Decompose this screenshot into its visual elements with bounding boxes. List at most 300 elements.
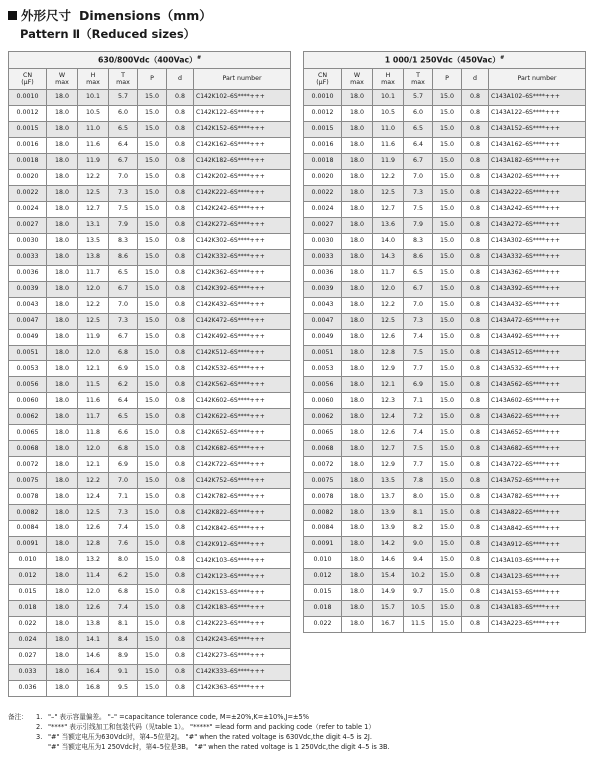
table-cell: 0.8 (167, 90, 194, 106)
table-cell: 18.0 (342, 569, 373, 585)
part-number-cell: C142K432–6S****+++ (194, 297, 291, 313)
table-cell: 18.0 (47, 201, 78, 217)
table-cell: 12.8 (373, 345, 404, 361)
column-header-label: T (121, 71, 125, 79)
table-cell: 0.8 (462, 441, 489, 457)
table-cell: 12.0 (373, 281, 404, 297)
table-cell: 0.8 (167, 185, 194, 201)
table-row (9, 489, 291, 505)
table-cell: 15.0 (433, 537, 462, 553)
part-number-cell: C142K392–6S****+++ (194, 281, 291, 297)
table-cell: 5.7 (109, 90, 138, 106)
table-cell: 0.8 (167, 601, 194, 617)
table-cell: 12.2 (78, 473, 109, 489)
table-row (304, 329, 586, 345)
column-header (489, 69, 586, 90)
table-cell: 0.8 (462, 457, 489, 473)
part-number-cell: C142K722–6S****+++ (194, 457, 291, 473)
spec-table-1000v (303, 51, 586, 633)
table-row (304, 601, 586, 617)
table-cell: 13.6 (373, 217, 404, 233)
table-cell: 0.8 (167, 249, 194, 265)
table-cell: 0.0075 (304, 473, 342, 489)
table-cell: 18.0 (47, 137, 78, 153)
table-cell: 15.0 (433, 90, 462, 106)
table-row (9, 553, 291, 569)
table-cell: 6.9 (404, 377, 433, 393)
table-cell: 0.8 (167, 105, 194, 121)
table-cell: 15.0 (433, 217, 462, 233)
table-cell: 11.6 (78, 137, 109, 153)
table-cell: 8.1 (109, 616, 138, 632)
table-cell: 9.1 (109, 664, 138, 680)
table-cell: 13.5 (373, 473, 404, 489)
table-cell: 8.6 (404, 249, 433, 265)
table-cell: 6.6 (109, 425, 138, 441)
table-cell: 15.0 (433, 329, 462, 345)
column-header (462, 69, 489, 90)
table-cell: 0.8 (462, 105, 489, 121)
table-cell: 7.9 (404, 217, 433, 233)
table-cell: 15.0 (138, 313, 167, 329)
table-cell: 0.0018 (9, 153, 47, 169)
table-cell: 0.0078 (9, 489, 47, 505)
part-number-cell: C143A492–6S****+++ (489, 329, 586, 345)
table-cell: 6.5 (109, 409, 138, 425)
table-cell: 8.3 (404, 233, 433, 249)
table-row (304, 361, 586, 377)
table-cell: 18.0 (342, 185, 373, 201)
part-number-cell: C142K492–6S****+++ (194, 329, 291, 345)
table-cell: 7.7 (404, 457, 433, 473)
table-cell: 0.022 (9, 616, 47, 632)
table-row (9, 505, 291, 521)
part-number-cell: C143A822–6S****+++ (489, 505, 586, 521)
table-cell: 16.4 (78, 664, 109, 680)
table-row (304, 616, 586, 632)
part-number-cell: C143A362–6S****+++ (489, 265, 586, 281)
table-cell: 0.8 (462, 425, 489, 441)
table-cell: 7.7 (404, 361, 433, 377)
part-number-cell: C142K622–6S****+++ (194, 409, 291, 425)
table-row (304, 249, 586, 265)
column-header (194, 69, 291, 90)
table-cell: 0.036 (9, 680, 47, 696)
table-cell: 15.0 (138, 281, 167, 297)
table-cell: 15.0 (138, 680, 167, 696)
table-row (9, 425, 291, 441)
table-cell: 0.0018 (304, 153, 342, 169)
part-number-cell: C143A222–6S****+++ (489, 185, 586, 201)
table-cell: 0.8 (167, 473, 194, 489)
table-row (304, 569, 586, 585)
table-cell: 18.0 (342, 409, 373, 425)
part-number-cell: C142K602–6S****+++ (194, 393, 291, 409)
table-cell: 7.4 (109, 521, 138, 537)
table-cell: 8.9 (109, 648, 138, 664)
square-bullet-icon (8, 11, 17, 20)
part-number-cell: C142K222–6S****+++ (194, 185, 291, 201)
table-cell: 0.8 (167, 632, 194, 648)
table-cell: 18.0 (342, 457, 373, 473)
table-cell: 0.0010 (304, 90, 342, 106)
part-number-cell: C143A242–6S****+++ (489, 201, 586, 217)
table-cell: 0.012 (9, 569, 47, 585)
table-cell: 6.2 (109, 377, 138, 393)
table-row (9, 90, 291, 106)
part-number-cell: C143A332–6S****+++ (489, 249, 586, 265)
part-number-cell: C143A183–6S****+++ (489, 601, 586, 617)
table-row (9, 616, 291, 632)
table-cell: 7.0 (404, 169, 433, 185)
table-cell: 18.0 (47, 425, 78, 441)
table-cell: 15.0 (138, 648, 167, 664)
table-cell: 15.0 (433, 169, 462, 185)
notes-block (8, 712, 390, 752)
column-header-label: W (353, 71, 361, 79)
table-cell: 12.4 (78, 489, 109, 505)
table-cell: 7.9 (109, 217, 138, 233)
column-header-label: Part number (517, 75, 557, 83)
table-cell: 18.0 (47, 409, 78, 425)
table-row (304, 537, 586, 553)
table-cell: 10.1 (373, 90, 404, 106)
note-text: "–" 表示容量偏差。 "–" =capacitance tolerance code, M=±20%,K=±10%,J=±5% (48, 713, 310, 721)
table-cell: 7.3 (404, 185, 433, 201)
table-cell: 0.022 (304, 616, 342, 632)
table-cell: 15.0 (433, 137, 462, 153)
table-cell: 0.0056 (304, 377, 342, 393)
table-cell: 0.0065 (9, 425, 47, 441)
part-number-cell: C142K183–6S****+++ (194, 601, 291, 617)
part-number-cell: C142K512–6S****+++ (194, 345, 291, 361)
column-header-unit: max (55, 79, 69, 86)
table-cell: 0.8 (167, 265, 194, 281)
table-cell: 13.1 (78, 217, 109, 233)
table-row (9, 185, 291, 201)
table-cell: 0.015 (9, 585, 47, 601)
table-cell: 0.8 (462, 281, 489, 297)
table-cell: 18.0 (47, 233, 78, 249)
table-cell: 0.8 (462, 153, 489, 169)
table-cell: 0.0020 (304, 169, 342, 185)
table-row (304, 313, 586, 329)
part-number-cell: C143A223–6S****+++ (489, 616, 586, 632)
table-cell: 18.0 (342, 297, 373, 313)
table-cell: 15.0 (138, 457, 167, 473)
table-cell: 18.0 (47, 632, 78, 648)
table-cell: 15.0 (138, 473, 167, 489)
part-number-cell: C143A392–6S****+++ (489, 281, 586, 297)
table-row (9, 377, 291, 393)
table-cell: 10.1 (78, 90, 109, 106)
table-cell: 0.0012 (304, 105, 342, 121)
column-header-unit: max (86, 79, 100, 86)
table-row (304, 217, 586, 233)
table-cell: 18.0 (47, 313, 78, 329)
table-cell: 18.0 (342, 601, 373, 617)
table-cell: 18.0 (47, 105, 78, 121)
table-row (304, 121, 586, 137)
table-cell: 18.0 (342, 153, 373, 169)
table-row (9, 393, 291, 409)
table-cell: 11.4 (78, 569, 109, 585)
table-cell: 6.2 (109, 569, 138, 585)
table-row (304, 505, 586, 521)
table-row (304, 377, 586, 393)
table-cell: 18.0 (342, 441, 373, 457)
table-cell: 0.0084 (304, 521, 342, 537)
table-cell: 0.8 (462, 489, 489, 505)
part-number-cell: C143A302–6S****+++ (489, 233, 586, 249)
table-cell: 15.0 (138, 105, 167, 121)
table-cell: 0.8 (462, 345, 489, 361)
table-row (9, 137, 291, 153)
table-cell: 0.8 (462, 169, 489, 185)
table-row (9, 680, 291, 696)
table-cell: 7.8 (404, 473, 433, 489)
table-cell: 0.0072 (9, 457, 47, 473)
part-number-cell: C143A722–6S****+++ (489, 457, 586, 473)
table-cell: 0.0068 (304, 441, 342, 457)
table-cell: 18.0 (342, 281, 373, 297)
table-cell: 15.0 (433, 345, 462, 361)
table-body (304, 90, 586, 633)
table-cell: 12.7 (373, 441, 404, 457)
table-row (9, 457, 291, 473)
table-cell: 12.1 (78, 457, 109, 473)
table-cell: 0.0027 (9, 217, 47, 233)
table-cell: 7.1 (404, 393, 433, 409)
table-cell: 18.0 (47, 281, 78, 297)
table-row (9, 361, 291, 377)
table-cell: 0.8 (462, 265, 489, 281)
table-row (9, 585, 291, 601)
column-header-label: W (58, 71, 66, 79)
table-cell: 14.3 (373, 249, 404, 265)
table-row (304, 137, 586, 153)
table-cell: 0.8 (462, 121, 489, 137)
table-cell: 0.0039 (9, 281, 47, 297)
table-cell: 18.0 (342, 377, 373, 393)
table-cell: 13.5 (78, 233, 109, 249)
table-cell: 15.0 (138, 137, 167, 153)
table-cell: 0.0047 (304, 313, 342, 329)
table-cell: 0.0051 (9, 345, 47, 361)
note-item (8, 712, 390, 722)
table-cell: 11.8 (78, 425, 109, 441)
table-row (9, 121, 291, 137)
table-cell: 0.0043 (9, 297, 47, 313)
part-number-cell: C143A622–6S****+++ (489, 409, 586, 425)
part-number-cell: C142K363–6S****+++ (194, 680, 291, 696)
table-cell: 12.0 (78, 441, 109, 457)
table-cell: 0.8 (462, 201, 489, 217)
part-number-cell: C143A432–6S****+++ (489, 297, 586, 313)
table-cell: 0.8 (167, 457, 194, 473)
table-cell: 18.0 (47, 153, 78, 169)
table-cell: 18.0 (342, 249, 373, 265)
table-cell: 0.0024 (304, 201, 342, 217)
table-row (9, 441, 291, 457)
table-cell: 11.7 (78, 265, 109, 281)
table-row (304, 185, 586, 201)
table-cell: 15.0 (138, 121, 167, 137)
part-number-cell: C143A512–6S****+++ (489, 345, 586, 361)
table-cell: 0.0022 (304, 185, 342, 201)
table-cell: 0.0030 (9, 233, 47, 249)
table-cell: 11.6 (78, 393, 109, 409)
table-cell: 12.1 (78, 361, 109, 377)
table-cell: 15.0 (138, 345, 167, 361)
table-cell: 12.2 (78, 169, 109, 185)
table-cell: 0.010 (9, 553, 47, 569)
table-cell: 12.0 (78, 281, 109, 297)
table-cell: 0.018 (304, 601, 342, 617)
table-cell: 11.5 (404, 616, 433, 632)
column-header (404, 69, 433, 90)
table-cell: 15.0 (433, 585, 462, 601)
table-cell: 12.5 (78, 505, 109, 521)
table-cell: 12.2 (78, 297, 109, 313)
table-cell: 0.027 (9, 648, 47, 664)
note-item (8, 722, 390, 732)
table-cell: 15.0 (433, 201, 462, 217)
table-cell: 6.4 (404, 137, 433, 153)
table-cell: 0.0065 (304, 425, 342, 441)
part-number-cell: C142K752–6S****+++ (194, 473, 291, 489)
table-cell: 0.0051 (304, 345, 342, 361)
table-cell: 0.0091 (304, 537, 342, 553)
table-cell: 12.2 (373, 297, 404, 313)
table-cell: 15.0 (433, 105, 462, 121)
table-cell: 0.0020 (9, 169, 47, 185)
table-cell: 0.0043 (304, 297, 342, 313)
table-cell: 6.8 (109, 441, 138, 457)
table-cell: 0.8 (167, 329, 194, 345)
table-cell: 0.8 (167, 425, 194, 441)
table-cell: 0.012 (304, 569, 342, 585)
table-cell: 18.0 (47, 361, 78, 377)
table-cell: 0.0060 (304, 393, 342, 409)
table-cell: 7.5 (404, 441, 433, 457)
column-header (138, 69, 167, 90)
table-cell: 14.9 (373, 585, 404, 601)
column-header (78, 69, 109, 90)
table-cell: 0.0053 (304, 361, 342, 377)
table-cell: 11.0 (373, 121, 404, 137)
table-cell: 15.7 (373, 601, 404, 617)
column-header (167, 69, 194, 90)
part-number-cell: C143A782–6S****+++ (489, 489, 586, 505)
table-cell: 0.8 (167, 361, 194, 377)
table-cell: 0.8 (462, 505, 489, 521)
table-cell: 18.0 (47, 185, 78, 201)
table-cell: 12.1 (373, 377, 404, 393)
table-cell: 0.018 (9, 601, 47, 617)
table-cell: 6.9 (109, 457, 138, 473)
part-number-cell: C142K472–6S****+++ (194, 313, 291, 329)
section-subtitle: Pattern Ⅱ（Reduced sizes） (20, 27, 196, 41)
note-item (8, 732, 390, 742)
table-cell: 11.7 (373, 265, 404, 281)
column-header-row (9, 69, 291, 90)
table-cell: 15.0 (433, 521, 462, 537)
voltage-group-header: 1 000/1 250Vdc（450Vac）# (304, 52, 586, 69)
table-cell: 7.3 (109, 505, 138, 521)
table-cell: 0.8 (462, 249, 489, 265)
table-cell: 0.8 (167, 537, 194, 553)
part-number-cell: C142K202–6S****+++ (194, 169, 291, 185)
table-row (9, 537, 291, 553)
table-cell: 7.5 (109, 201, 138, 217)
table-cell: 0.0078 (304, 489, 342, 505)
table-cell: 10.5 (373, 105, 404, 121)
spec-table-630v (8, 51, 291, 697)
table-cell: 12.7 (78, 201, 109, 217)
table-row (304, 409, 586, 425)
table-cell: 10.5 (404, 601, 433, 617)
table-cell: 0.0062 (304, 409, 342, 425)
section-title (8, 6, 212, 24)
table-cell: 7.4 (109, 601, 138, 617)
table-row (9, 409, 291, 425)
table-cell: 18.0 (342, 616, 373, 632)
table-row (9, 345, 291, 361)
table-cell: 11.6 (373, 137, 404, 153)
table-cell: 15.0 (138, 585, 167, 601)
table-cell: 15.0 (138, 233, 167, 249)
part-number-cell: C142K153–6S****+++ (194, 585, 291, 601)
table-cell: 15.0 (138, 489, 167, 505)
table-cell: 15.0 (138, 265, 167, 281)
table-cell: 15.0 (433, 249, 462, 265)
table-cell: 0.8 (167, 313, 194, 329)
table-cell: 0.8 (462, 616, 489, 632)
table-cell: 15.0 (138, 169, 167, 185)
table-cell: 11.7 (78, 409, 109, 425)
table-cell: 12.6 (78, 601, 109, 617)
part-number-cell: C142K652–6S****+++ (194, 425, 291, 441)
column-header (9, 69, 47, 90)
column-header-unit: max (350, 79, 364, 86)
table-cell: 0.8 (167, 648, 194, 664)
table-cell: 18.0 (342, 553, 373, 569)
table-cell: 0.0060 (9, 393, 47, 409)
table-cell: 18.0 (342, 105, 373, 121)
table-cell: 0.0030 (304, 233, 342, 249)
part-number-cell: C143A842–6S****+++ (489, 521, 586, 537)
table-row (9, 201, 291, 217)
table-cell: 15.0 (433, 153, 462, 169)
table-row (304, 90, 586, 106)
table-cell: 11.0 (78, 121, 109, 137)
table-cell: 0.8 (167, 137, 194, 153)
column-header (433, 69, 462, 90)
part-number-cell: C143A102–6S****+++ (489, 90, 586, 106)
table-cell: 0.8 (167, 233, 194, 249)
table-cell: 15.0 (138, 425, 167, 441)
table-row (9, 169, 291, 185)
column-header (109, 69, 138, 90)
table-row (9, 569, 291, 585)
table-cell: 0.8 (167, 281, 194, 297)
column-header-unit: (μF) (316, 79, 329, 86)
table-cell: 0.8 (462, 409, 489, 425)
table-cell: 6.7 (404, 153, 433, 169)
table-row (304, 297, 586, 313)
table-cell: 6.4 (109, 393, 138, 409)
